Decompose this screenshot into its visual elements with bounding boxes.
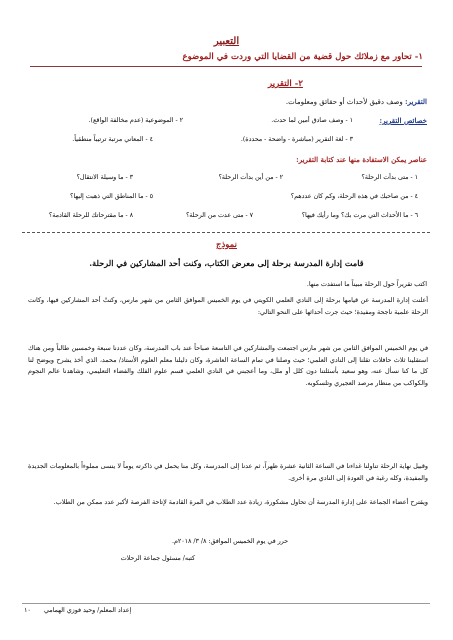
- element-item: ٦ - ما الأحداث التي مرت بك؟ وما رأيك فيها؟: [301, 212, 418, 219]
- element-item: ٥ - ما المناطق التي ذهبت إليها؟: [70, 193, 153, 200]
- element-item: ٧ - متى عدت من الرحلة؟: [185, 212, 253, 219]
- report-paragraph-3: وقبيل نهاية الرحلة تناولنا غداءنا في الساعة الثانية عشرة ظهراً، ثم عدنا إلى المدرسة، وكل منا يحمل في ذاكرته يوماً لا ينسى مملوءاً بالمعلومات الجديدة والمفيدة، وكله رغبة في العودة إلى النادي مرة أخرى.: [28, 462, 428, 482]
- element-item: ١ - متى بدأت الرحلة؟: [361, 174, 418, 181]
- report-paragraph-2: في يوم الخميس الموافق الثامن من شهر مارس اجتمعت والمشاركين في التاسعة صباحاً عند باب المدرسة، وكان عددنا سبعة وخمسين طالباً ومن هناك استقلينا ثلاث حافلات تقلنا إلى النادي العلمي؛ حيث وصلنا في تمام الساعة العاشرة، وكان دليلنا معلم العلوم الأستاذ/ محمد، الذي أخذ يشرح ويوضح لنا كل ما كنا نسأل عنه، وهو سعيد بأسئلتنا دون كلل أو ملل، وما أعجبني في النادي العلمي قسم علوم الفلك والفضاء التعليمي، وشاهدنا عالم النجوم والكواكب من منظار مرصد العجيري وتلسكوبه.: [28, 344, 428, 387]
- footer-rule: [22, 603, 430, 604]
- definition-line: [286, 97, 427, 106]
- element-item: ٨ - ما مقترحاتك للرحلة القادمة؟: [48, 212, 133, 219]
- definition-text: وصف دقيق لأحداث أو حقائق ومعلومات.: [285, 98, 403, 106]
- elements-label: عناصر يمكن الاستفادة منها عند كتابة التقرير:: [296, 155, 427, 164]
- model-intro: اكتب تقريراً حول الرحلة مبيناً ما استفدت منها.: [306, 281, 427, 288]
- report-paragraph-1: أعلنت إدارة المدرسة عن قيامها برحلة إلى النادي العلمي الكويتي في يوم الخميس الموافق الثامن من شهر مارس، وكنتُ أحد المشاركين فيها، وكانت الرحلة علمية ناجحة ومفيدة؛ حيث جرت أحداثها على النحو التالي:: [28, 296, 428, 316]
- model-title: نموذج: [216, 240, 237, 250]
- feature-item: ٢ - الموضوعية (عدم مخالفة الواقع).: [88, 117, 183, 124]
- dashed-divider: [22, 232, 430, 233]
- task-line: ١- تحاور مع زملائك حول قضية من القضايا التي وردت في الموضوع: [182, 52, 423, 62]
- report-paragraph-4: ويقترح أعضاء الجماعة على إدارة المدرسة أن تحاول مشكورة، زيادة عدد الطلاب في المرة القادمة لإتاحة الفرصة لأكبر عدد ممكن من الطلاب.: [53, 498, 428, 506]
- divider: [30, 66, 422, 67]
- feature-item: ١ - وصف صادق أمين لما حدث.: [271, 117, 353, 124]
- footer-author: إعداد المعلم/ وحيد فوزي الهمامي: [44, 607, 132, 614]
- page-number: ١٠: [24, 607, 31, 614]
- model-heading: قامت إدارة المدرسة برحلة إلى معرض الكتاب، وكنت أحد المشاركين في الرحلة.: [89, 258, 364, 268]
- section2-title: ٢- التقرير: [267, 79, 303, 89]
- element-item: ٢ - من أين بدأت الرحلة؟: [218, 174, 283, 181]
- element-item: ٣ - ما وسيلة الانتقال؟: [76, 174, 133, 181]
- date-line: حرر في يوم الخميس الموافق: ٨/ ٣/ ٢٠١٨م.: [171, 538, 288, 545]
- page-title: التعبير: [213, 36, 240, 47]
- signature: كتبه/ مسئول جماعة الرحلات: [120, 555, 195, 562]
- features-label: خصائص التقرير:: [379, 116, 427, 125]
- feature-item: ٣ - لغة التقرير (مباشرة - واضحة - محددة).: [240, 136, 353, 143]
- definition-label: التقرير:: [405, 97, 427, 106]
- element-item: ٤ - من صاحبك في هذه الرحلة، وكم كان عددهم؟: [290, 193, 418, 200]
- feature-item: ٤ - المعاني مرتبة ترتيباً منطقياً.: [72, 136, 153, 143]
